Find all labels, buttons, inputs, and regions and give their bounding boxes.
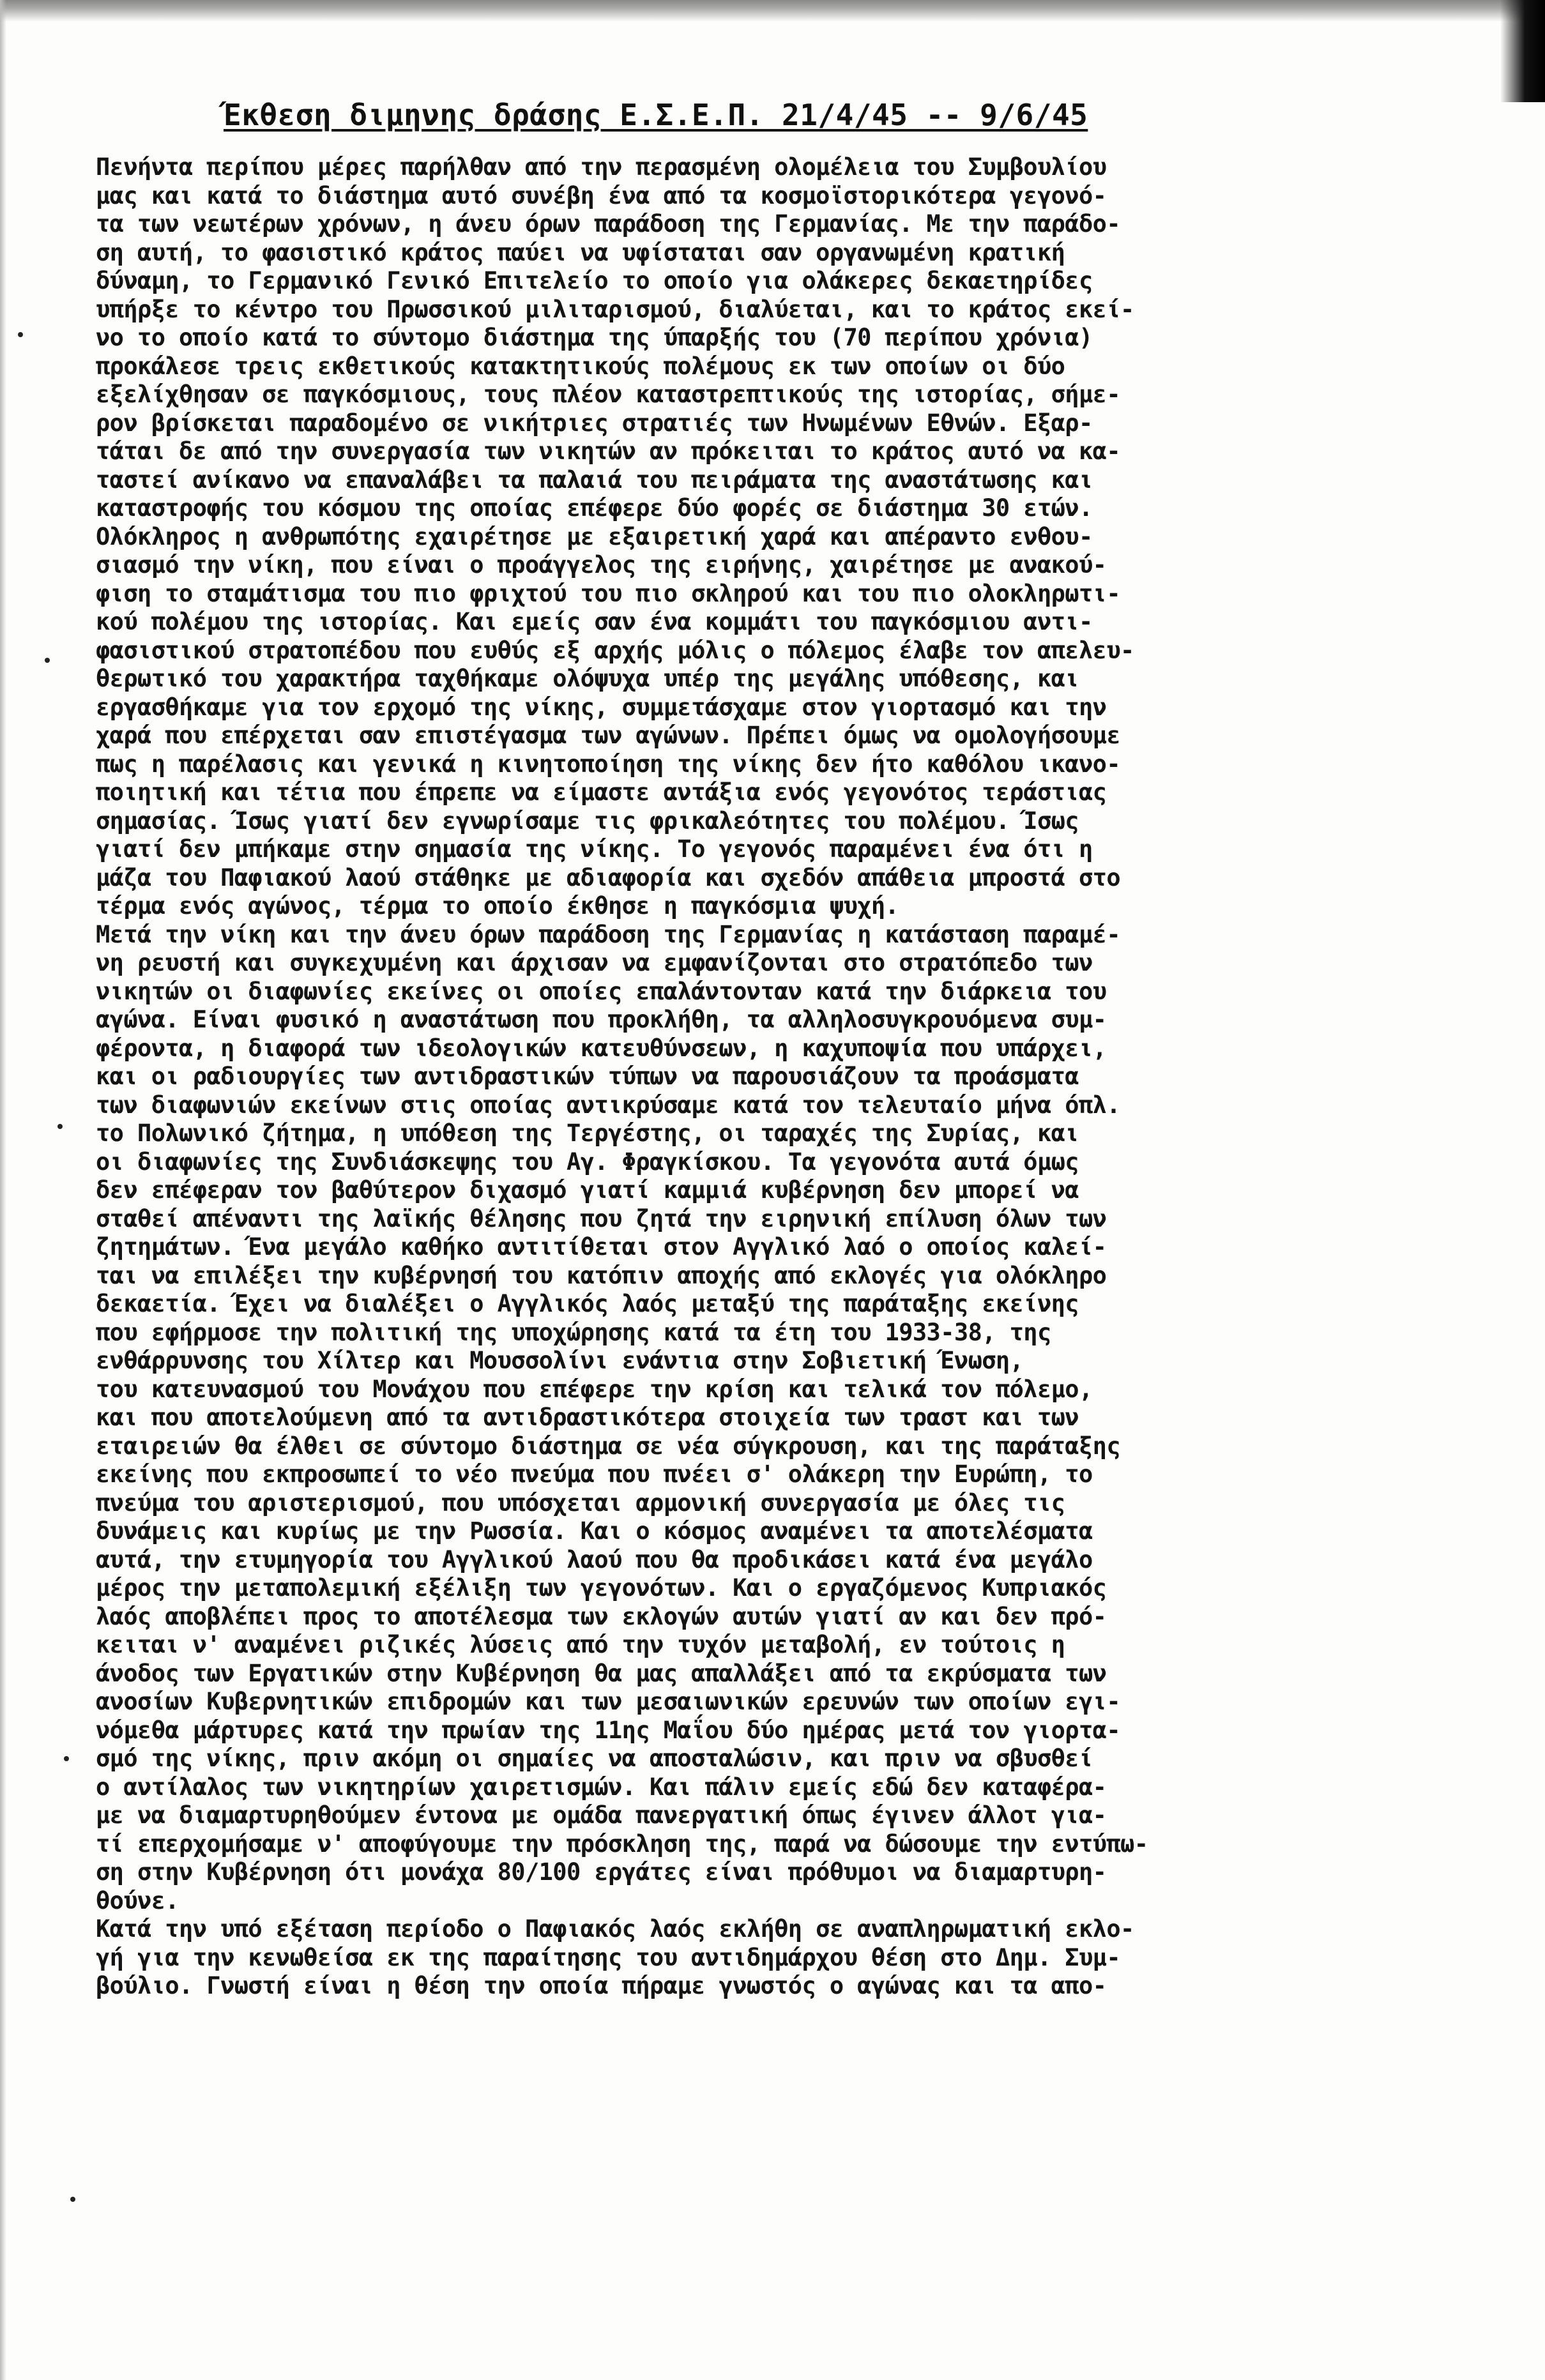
margin-mark <box>57 1124 63 1129</box>
text-line: εταιρειών θα έλθει σε σύντομο διάστημα σε νέα σύγκρουση, και της παράταξης <box>96 1432 1121 1460</box>
text-line: σμό της νίκης, πριν ακόμη οι σημαίες να αποσταλώσιν, και πριν να σβυσθεί <box>96 1745 1093 1772</box>
text-line: τάται δε από την συνεργασία των νικητών αν πρόκειται το κράτος αυτό να κα- <box>96 437 1121 465</box>
text-line: εργασθήκαμε για τον ερχομό της νίκης, συμμετάσχαμε στον γιορτασμό και την <box>96 693 1107 721</box>
text-line: ζητημάτων. Ένα μεγάλο καθήκο αντιτίθεται στον Αγγλικό λαό ο οποίος καλεί- <box>96 1233 1107 1261</box>
text-line: κού πολέμου της ιστορίας. Και εμείς σαν ένα κομμάτι του παγκόσμιου αντι- <box>96 608 1093 635</box>
text-line: λαός αποβλέπει προς το αποτέλεσμα των εκλογών αυτών γιατί αν και δεν πρό- <box>96 1602 1107 1630</box>
text-line: εκείνης που εκπροσωπεί το νέο πνεύμα που πνέει σ' ολάκερη την Ευρώπη, το <box>96 1460 1093 1488</box>
text-line: δεν επέφεραν τον βαθύτερον διχασμό γιατί καμμιά κυβέρνηση δεν μπορεί να <box>96 1176 1079 1204</box>
text-line: πνεύμα του αριστερισμού, που υπόσχεται αρμονική συνεργασία με όλες τις <box>96 1489 1065 1517</box>
text-line: που εφήρμοσε την πολιτική της υποχώρησης κατά τα έτη του 1933-38, της <box>96 1318 1051 1346</box>
margin-mark <box>70 2197 75 2202</box>
scan-edge-top <box>0 0 1545 22</box>
text-line: μέρος την μεταπολεμική εξέλιξη των γεγονότων. Και ο εργαζόμενος Κυπριακός <box>96 1574 1107 1602</box>
margin-mark <box>18 332 23 337</box>
text-line: άνοδος των Εργατικών στην Κυβέρνηση θα μας απαλλάξει από τα εκρύσματα των <box>96 1659 1107 1687</box>
text-line: τί επερχομήσαμε ν' αποφύγουμε την πρόσκληση της, παρά να δώσουμε την εντύπω- <box>96 1830 1148 1858</box>
text-line: νόμεθα μάρτυρες κατά την πρωίαν της 11ης Μαΐου δύο ημέρας μετά τον γιορτα- <box>96 1716 1121 1744</box>
text-line: ο αντίλαλος των νικητηρίων χαιρετισμών. Και πάλιν εμείς εδώ δεν καταφέρα- <box>96 1773 1107 1801</box>
text-line: βούλιο. Γνωστή είναι η θέση την οποία πήραμε γνωστός ο αγώνας και τα απο- <box>96 1972 1107 1999</box>
text-line: ποιητική και τέτια που έπρεπε να είμαστε αντάξια ενός γεγονότος τεράστιας <box>96 778 1107 806</box>
text-line: ση αυτή, το φασιστικό κράτος παύει να υφίσταται σαν οργανωμένη κρατική <box>96 238 1065 266</box>
text-line: προκάλεσε τρεις εκθετικούς κατακτητικούς πολέμους εκ των οποίων οι δύο <box>96 352 1065 380</box>
text-line: και που αποτελούμενη από τα αντιδραστικότερα στοιχεία των τραστ και των <box>96 1404 1079 1431</box>
text-line: φιση το σταμάτισμα του πιο φριχτού του πιο σκληρού και του πιο ολοκληρωτι- <box>96 579 1121 607</box>
text-line: του κατευνασμού του Μονάχου που επέφερε την κρίση και τελικά τον πόλεμο, <box>96 1375 1093 1403</box>
text-line: των διαφωνιών εκείνων στις οποίας αντικρύσαμε κατά τον τελευταίο μήνα όπλ. <box>96 1091 1121 1119</box>
text-line: τέρμα ενός αγώνος, τέρμα το οποίο έκθησε η παγκόσμια ψυχή. <box>96 892 899 920</box>
text-line: κειται ν' αναμένει ριζικές λύσεις από την τυχόν μεταβολή, εν τούτοις η <box>96 1631 1065 1658</box>
text-line: με να διαμαρτυρηθούμεν έντονα με ομάδα πανεργατική όπως έγινεν άλλοτ για- <box>96 1801 1107 1829</box>
text-line: οι διαφωνίες της Συνδιάσκεψης του Αγ. Φραγκίσκου. Τα γεγονότα αυτά όμως <box>96 1148 1079 1176</box>
text-line: σιασμό την νίκη, που είναι ο προάγγελος της ειρήνης, χαιρέτησε με ανακού- <box>96 551 1107 579</box>
text-line: καταστροφής του κόσμου της οποίας επέφερε δύο φορές σε διάστημα 30 ετών. <box>96 494 1093 522</box>
text-line: ανοσίων Κυβερνητικών επιδρομών και των μεσαιωνικών ερευνών των οποίων εγι- <box>96 1688 1121 1715</box>
text-line: δεκαετία. Έχει να διαλέξει ο Αγγλικός λαός μεταξύ της παράταξης εκείνης <box>96 1290 1079 1317</box>
text-line: ται να επιλέξει την κυβέρνησή του κατόπιν αποχής από εκλογές για ολόκληρο <box>96 1261 1107 1289</box>
text-line: αγώνα. Είναι φυσικό η αναστάτωση που προκλήθη, τα αλληλοσυγκρουόμενα συμ- <box>96 1006 1107 1033</box>
text-line: νη ρευστή και συγκεχυμένη και άρχισαν να εμφανίζονται στο στρατόπεδο των <box>96 949 1093 976</box>
text-line: τα των νεωτέρων χρόνων, η άνευ όρων παράδοση της Γερμανίας. Με την παράδο- <box>96 210 1121 238</box>
text-line: νικητών οι διαφωνίες εκείνες οι οποίες επαλάντονταν κατά την διάρκεια του <box>96 977 1107 1005</box>
text-line: σταθεί απέναντι της λαϊκής θέλησης που ζητά την ειρηνική επίλυση όλων των <box>96 1204 1107 1232</box>
text-line: ενθάρρυνσης του Χίλτερ και Μουσσολίνι ενάντια στην Σοβιετική Ένωση, <box>96 1347 1024 1374</box>
text-line: εξελίχθησαν σε παγκόσμιους, τους πλέον καταστρεπτικούς της ιστορίας, σήμε- <box>96 381 1121 408</box>
text-line: Πενήντα περίπου μέρες παρήλθαν από την περασμένη ολομέλεια του Συμβουλίου <box>96 153 1107 181</box>
text-line: γιατί δεν μπήκαμε στην σημασία της νίκης. Το γεγονός παραμένει ένα ότι η <box>96 835 1093 863</box>
scan-edge-right <box>1500 0 1545 102</box>
text-line: νο το οποίο κατά το σύντομο διάστημα της ύπαρξής του (70 περίπου χρόνια) <box>96 324 1093 351</box>
margin-mark <box>64 1756 69 1761</box>
text-line: θερωτικό του χαρακτήρα ταχθήκαμε ολόψυχα υπέρ της μεγάλης υπόθεσης, και <box>96 665 1079 692</box>
text-line: δυνάμεις και κυρίως με την Ρωσσία. Και ο κόσμος αναμένει τα αποτελέσματα <box>96 1517 1093 1545</box>
text-line: πως η παρέλασις και γενικά η κινητοποίηση της νίκης δεν ήτο καθόλου ικανο- <box>96 750 1121 778</box>
text-line: μας και κατά το διάστημα αυτό συνέβη ένα από τα κοσμοϊστορικότερα γεγονό- <box>96 181 1107 209</box>
document-body <box>96 153 1536 2350</box>
text-line: χαρά που επέρχεται σαν επιστέγασμα των αγώνων. Πρέπει όμως να ομολογήσουμε <box>96 722 1121 749</box>
text-line: φέροντα, η διαφορά των ιδεολογικών κατευθύνσεων, η καχυποψία που υπάρχει, <box>96 1034 1107 1062</box>
text-line: το Πολωνικό ζήτημα, η υπόθεση της Τεργέστης, οι ταραχές της Συρίας, και <box>96 1119 1079 1147</box>
text-line: δύναμη, το Γερμανικό Γενικό Επιτελείο το οποίο για ολάκερες δεκαετηρίδες <box>96 267 1093 294</box>
text-line: Ολόκληρος η ανθρωπότης εχαιρέτησε με εξαιρετική χαρά και απέραντο ενθου- <box>96 522 1093 550</box>
text-line: αυτά, την ετυμηγορία του Αγγλικού λαού που θα προδικάσει κατά ένα μεγάλο <box>96 1545 1093 1573</box>
text-line: φασιστικού στρατοπέδου που ευθύς εξ αρχής μόλις ο πόλεμος έλαβε τον απελευ- <box>96 636 1134 664</box>
text-line: μάζα του Παφιακού λαού στάθηκε με αδιαφορία και σχεδόν απάθεια μπροστά στο <box>96 863 1121 891</box>
text-line: Κατά την υπό εξέταση περίοδο ο Παφιακός λαός εκλήθη σε αναπληρωματική εκλο- <box>96 1915 1134 1943</box>
text-line: σημασίας. Ίσως γιατί δεν εγνωρίσαμε τις φρικαλεότητες του πολέμου. Ίσως <box>96 807 1079 835</box>
document-title: Έκθεση διμηνης δράσης Ε.Σ.Ε.Π. 21/4/45 -- 9/6/45 <box>224 98 1088 132</box>
scan-edge-left <box>0 0 6 2380</box>
text-line: ρον βρίσκεται παραδομένο σε νικήτριες στρατιές των Ηνωμένων Εθνών. Εξαρ- <box>96 409 1093 437</box>
margin-mark <box>45 658 50 663</box>
text-line: θούνε. <box>96 1886 179 1914</box>
text-line: και οι ραδιουργίες των αντιδραστικών τύπων να παρουσιάζουν τα προάσματα <box>96 1063 1079 1090</box>
text-line: υπήρξε το κέντρο του Πρωσσικού μιλιταρισμού, διαλύεται, και το κράτος εκεί- <box>96 295 1134 323</box>
text-line: ταστεί ανίκανο να επαναλάβει τα παλαιά του πειράματα της αναστάτωσης και <box>96 466 1093 494</box>
text-line: Μετά την νίκη και την άνευ όρων παράδοση της Γερμανίας η κατάσταση παραμέ- <box>96 920 1121 948</box>
text-line: ση στην Κυβέρνηση ότι μονάχα 80/100 εργάτες είναι πρόθυμοι να διαμαρτυρη- <box>96 1858 1107 1886</box>
text-line: γή για την κενωθείσα εκ της παραίτησης του αντιδημάρχου θέση στο Δημ. Συμ- <box>96 1943 1121 1971</box>
